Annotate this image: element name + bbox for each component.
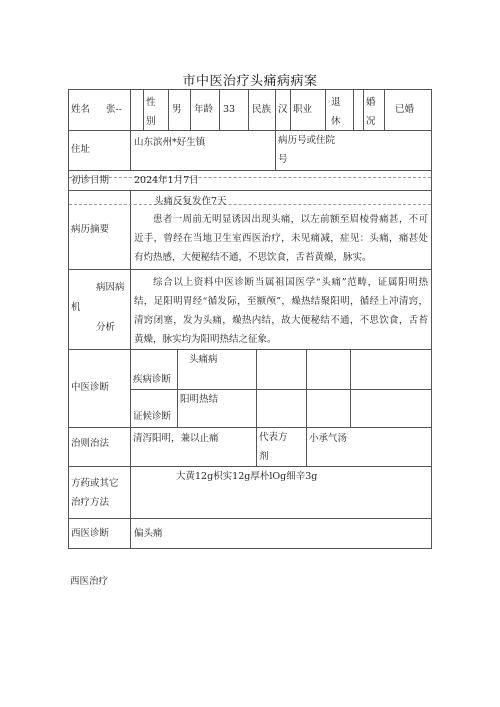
table-border (68, 130, 432, 131)
table-border (68, 548, 432, 549)
prescription-value: 大黄12g枳实12g厚朴lOg细辛3g (176, 471, 318, 482)
treatment-method-value: 清泻阳明，兼以止痛 (133, 433, 219, 444)
sex-label: 别 (146, 116, 156, 127)
table-border (68, 518, 432, 519)
table-border (431, 89, 432, 549)
western-diagnosis-value: 偏头痛 (134, 528, 163, 539)
marriage-value: 已婚 (395, 104, 415, 115)
table-border (130, 190, 131, 548)
age-value: 33 (223, 104, 236, 115)
table-border (130, 389, 432, 390)
dashed-separator (69, 177, 431, 178)
table-border (219, 89, 220, 130)
history-summary: 患者一周前无明显诱因出现头痛，以左前额至眉棱骨痛甚，不可近手，曾经在当地卫生室西医治疗，未见痛减，症见：头痛，痛甚处有灼热感，大便秘结不通，不思饮食，舌苔黄燥，脉实。 (134, 214, 428, 263)
table-border (68, 190, 432, 191)
marriage-label: 婚 (366, 97, 376, 108)
table-border (130, 89, 131, 170)
disease-diagnosis-label: 疾病诊断 (133, 374, 172, 385)
western-treatment-label: 西医治疗 (70, 576, 109, 587)
prescription-label: 方药或其它 (71, 478, 119, 489)
first-visit-value: 2024年1月7日 (134, 175, 199, 186)
prescription-label: 治疗方法 (71, 497, 110, 508)
ethnicity-value: 汉 (278, 104, 288, 115)
occupation-value: 休 (331, 116, 341, 127)
analysis-label: 机 (71, 302, 81, 313)
table-border (290, 89, 291, 130)
table-border (275, 89, 276, 170)
occupation-value: 退 (331, 97, 341, 108)
history-chief-complaint: 头痛反复发作7天 (154, 196, 227, 207)
tcm-diagnosis-label: 中医诊断 (71, 382, 110, 393)
table-border (168, 89, 169, 130)
table-border (325, 89, 326, 130)
analysis-label: 分析 (96, 322, 116, 333)
occupation-label: 职业 (293, 104, 313, 115)
table-border (68, 89, 432, 90)
table-border (256, 427, 257, 466)
table-border (384, 89, 385, 130)
treatment-method-label: 治则治法 (71, 438, 110, 449)
table-border (256, 349, 257, 427)
sex-label: 性 (146, 97, 156, 108)
disease-diagnosis-value: 头痛病 (189, 354, 218, 365)
table-border (143, 89, 144, 130)
table-border (306, 349, 307, 427)
table-border (68, 170, 432, 171)
table-border (350, 349, 351, 427)
dashed-separator (69, 204, 431, 205)
syndrome-diagnosis-value: 阳明热结 (180, 394, 219, 405)
address-value: 山东滨州*好生镇 (134, 137, 206, 148)
sex-value: 男 (172, 104, 182, 115)
marriage-label: 况 (366, 116, 376, 127)
analysis-label: 病因病 (96, 282, 125, 293)
table-border (68, 269, 432, 270)
table-border (190, 89, 191, 130)
page-title: 市中医治疗头痛病病案 (182, 74, 318, 89)
address-label: 住址 (71, 144, 91, 155)
analysis-text: 综合以上资料中医诊断当属祖国医学“头痛”范畴，证属阳明热结，足阳明胃经“循发际，至额颅”，燥热结聚阳明，循经上冲清窍，清窍闭塞，发为头痛，燥热内结，故大便秘结不通，不思饮食，舌苔黄燥，脉实均为阳明热结之征象。 (134, 277, 428, 345)
record-number-label: 病历号或住院 (278, 135, 336, 146)
history-label: 病历摘要 (71, 224, 110, 235)
table-border (68, 349, 432, 350)
first-visit-label: 初诊日期 (71, 175, 110, 186)
table-border (177, 349, 178, 427)
table-border (68, 427, 432, 428)
table-border (248, 89, 249, 130)
table-border (353, 89, 354, 130)
formula-label: 代表方 (259, 432, 288, 443)
age-label: 年龄 (194, 104, 214, 115)
western-diagnosis-label: 西医诊断 (71, 528, 110, 539)
record-number-label: 号 (278, 154, 288, 165)
formula-label: 剂 (259, 451, 269, 462)
ethnicity-label: 民族 (252, 104, 272, 115)
table-border (68, 89, 69, 549)
formula-value: 小承气汤 (309, 433, 348, 444)
table-border (68, 466, 432, 467)
name-value: 张-- (106, 104, 122, 115)
table-border (363, 89, 364, 130)
name-label: 姓名 (71, 104, 91, 115)
table-border (306, 427, 307, 466)
syndrome-diagnosis-label: 证候诊断 (133, 411, 172, 422)
